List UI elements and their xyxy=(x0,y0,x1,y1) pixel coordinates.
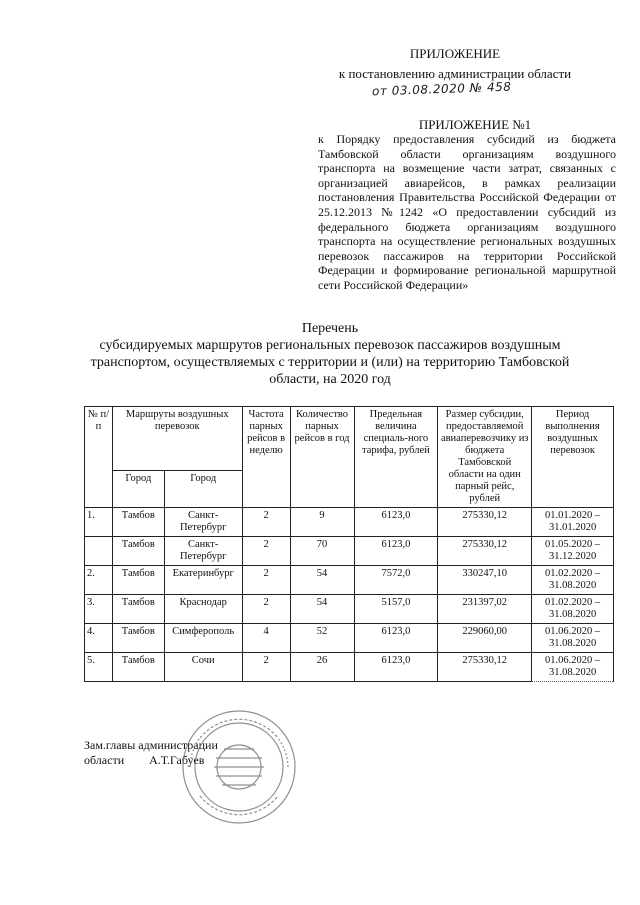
cell-num: 2. xyxy=(85,566,113,595)
cell-period: 01.02.2020 – 31.08.2020 xyxy=(532,566,614,595)
header-city-1: Город xyxy=(112,470,164,507)
table-row xyxy=(85,624,614,653)
cell-from: Тамбов xyxy=(112,508,164,537)
cell-to: Екатеринбург xyxy=(164,566,242,595)
cell-from: Тамбов xyxy=(112,595,164,624)
cell-subsidy: 275330,12 xyxy=(438,653,532,682)
cell-num: 4. xyxy=(85,624,113,653)
header-subsidy: Размер субсидии, предоставляемой авиаперевозчику из бюджета Тамбовской области на один парный рейс, рублей xyxy=(438,407,532,508)
cell-subsidy: 229060,00 xyxy=(438,624,532,653)
cell-count: 54 xyxy=(290,595,354,624)
cell-tariff: 6123,0 xyxy=(354,508,438,537)
cell-count: 9 xyxy=(290,508,354,537)
header-line-2: к постановлению администрации области xyxy=(338,66,572,81)
cell-tariff: 6123,0 xyxy=(354,537,438,566)
cell-to: Санкт-Петербург xyxy=(164,537,242,566)
cell-subsidy: 275330,12 xyxy=(438,537,532,566)
title-line-1: Перечень xyxy=(301,321,359,336)
cell-num: 5. xyxy=(85,653,113,682)
cell-tariff: 5157,0 xyxy=(354,595,438,624)
cell-from: Тамбов xyxy=(112,653,164,682)
cell-period: 01.02.2020 – 31.08.2020 xyxy=(532,595,614,624)
cell-to: Санкт-Петербург xyxy=(164,508,242,537)
cell-tariff: 7572,0 xyxy=(354,566,438,595)
cell-to: Краснодар xyxy=(164,595,242,624)
header-num: № п/п xyxy=(85,407,113,508)
header-city-2: Город xyxy=(164,470,242,507)
cell-count: 26 xyxy=(290,653,354,682)
cell-from: Тамбов xyxy=(112,537,164,566)
routes-table xyxy=(84,406,614,682)
cell-num: 1. xyxy=(85,508,113,537)
cell-freq: 2 xyxy=(242,595,290,624)
cell-period: 01.06.2020 – 31.08.2020 xyxy=(532,653,614,682)
cell-period: 01.01.2020 – 31.01.2020 xyxy=(532,508,614,537)
cell-count: 70 xyxy=(290,537,354,566)
header-line-1: ПРИЛОЖЕНИЕ xyxy=(409,46,501,61)
official-seal-icon xyxy=(180,708,298,826)
cell-freq: 2 xyxy=(242,566,290,595)
table-row xyxy=(85,595,614,624)
cell-subsidy: 231397,02 xyxy=(438,595,532,624)
cell-from: Тамбов xyxy=(112,624,164,653)
header-count: Количество парных рейсов в год xyxy=(290,407,354,508)
cell-num: 3. xyxy=(85,595,113,624)
cell-to: Сочи xyxy=(164,653,242,682)
cell-subsidy: 330247,10 xyxy=(438,566,532,595)
header-period: Период выполнения воздушных перевозок xyxy=(532,407,614,508)
header-routes: Маршруты воздушных перевозок xyxy=(112,407,242,471)
table-row xyxy=(85,653,614,682)
cell-period: 01.05.2020 – 31.12.2020 xyxy=(532,537,614,566)
table-row xyxy=(85,537,614,566)
signature-position-2: области xyxy=(84,753,125,767)
document-title xyxy=(80,320,580,388)
cell-num xyxy=(85,537,113,566)
table-row xyxy=(85,508,614,537)
annex-title: ПРИЛОЖЕНИЕ №1 xyxy=(418,117,532,132)
title-line-2: субсидируемых маршрутов региональных перевозок пассажиров воздушным транспортом, осуществляемых с территории и (или) на территорию Тамбовской области, на 2020 год xyxy=(90,338,570,387)
cell-freq: 2 xyxy=(242,653,290,682)
cell-freq: 2 xyxy=(242,508,290,537)
cell-count: 52 xyxy=(290,624,354,653)
cell-tariff: 6123,0 xyxy=(354,653,438,682)
header-tariff: Предельная величина специаль-ного тарифа, рублей xyxy=(354,407,438,508)
cell-period: 01.06.2020 – 31.08.2020 xyxy=(532,624,614,653)
cell-freq: 2 xyxy=(242,537,290,566)
cell-subsidy: 275330,12 xyxy=(438,508,532,537)
signature-position: Зам.главы администрации xyxy=(84,738,218,752)
cell-count: 54 xyxy=(290,566,354,595)
cell-from: Тамбов xyxy=(112,566,164,595)
cell-tariff: 6123,0 xyxy=(354,624,438,653)
cell-to: Симферополь xyxy=(164,624,242,653)
cell-freq: 4 xyxy=(242,624,290,653)
table-row xyxy=(85,566,614,595)
annex-text: к Порядку предоставления субсидий из бюджета Тамбовской области организациям воздушного транспорта на возмещение части затрат, связанных с организацией авиарейсов, в рамках реализации постановления Правительства Российской Федерации от 25.12.2013 №1242 «О предоставлении субсидий из федерального бюджета организациям воздушного транспорта на осуществление региональных воздушных перевозок пассажиров на территории Российской Федерации и формирование региональной маршрутной сети Российской Федерации» xyxy=(318,132,616,292)
handwritten-date-number: от 03.08.2020 № 458 xyxy=(371,79,512,99)
header-frequency: Частота парных рейсов в неделю xyxy=(242,407,290,508)
signature-name: А.Т.Габуев xyxy=(149,753,205,767)
